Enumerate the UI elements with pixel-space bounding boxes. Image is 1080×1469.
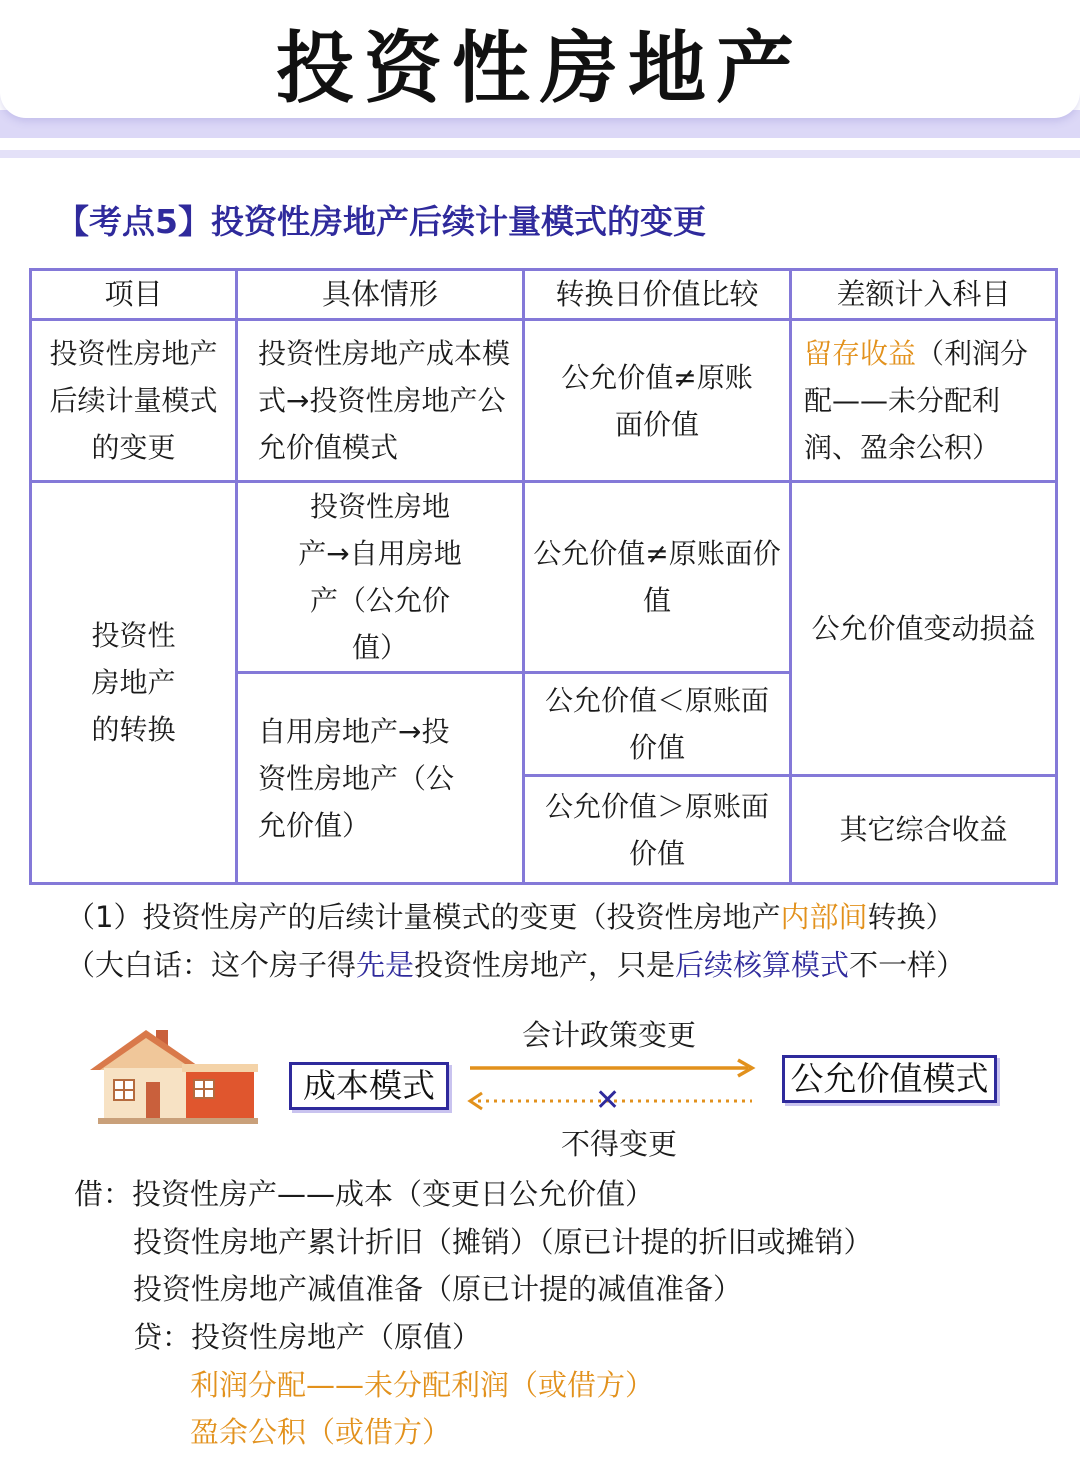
cell-situation-inv-to-self: 投资性房地产→自用房地产（公允价值） [237, 482, 524, 673]
cell-situation-self-to-inv: 自用房地产→投资性房地产（公允价值） [237, 673, 524, 884]
cell-account-mode-change [791, 320, 1057, 482]
table-header-row [31, 270, 1057, 320]
note-text: 转换） [867, 900, 955, 934]
cell-compare-mode-change: 公允价值≠原账面价值 [524, 320, 791, 482]
cell-compare-less: 公允价值＜原账面价值 [524, 673, 791, 776]
cost-model-box: 成本模式 [289, 1062, 449, 1110]
journal-line: 投资性房地产减值准备（原已计提的减值准备） [133, 1272, 743, 1306]
cell-account-fv-change: 公允价值变动损益 [791, 482, 1057, 776]
account-highlight: 留存收益 [804, 337, 917, 370]
page-title: 投资性房地产 [275, 24, 804, 114]
journal-line: 利润分配——未分配利润（或借方） [190, 1368, 655, 1402]
journal-line: 投资性房地产累计折旧（摊销）（原已计提的折旧或摊销） [133, 1225, 873, 1259]
note-highlight: 后续核算模式 [675, 948, 850, 982]
summary-table [29, 268, 1058, 885]
policy-change-label: 会计政策变更 [522, 1018, 697, 1052]
note-text: （1）投资性房产的后续计量模式的变更（投资性房地产 [66, 900, 781, 934]
header-cell-compare: 转换日价值比较 [524, 270, 791, 320]
cell-compare-inv-to-self: 公允价值≠原账面价值 [524, 482, 791, 673]
note-text: 投资性房地产，只是 [414, 948, 676, 982]
cell-situation-mode-change: 投资性房地产成本模式→投资性房地产公允价值模式 [237, 320, 524, 482]
house-icon [86, 1024, 262, 1126]
section-subtitle: 【考点5】投资性房地产后续计量模式的变更 [56, 202, 706, 241]
note-line-2 [66, 945, 965, 985]
note-highlight: 先是 [356, 948, 415, 982]
note-text: 不一样） [849, 948, 966, 982]
cell-item-conversion: 投资性房地产的转换 [31, 482, 237, 884]
note-highlight: 内部间 [780, 900, 868, 934]
header-cell-situation: 具体情形 [237, 270, 524, 320]
note-text: （大白话：这个房子得 [66, 948, 357, 982]
no-change-label: 不得变更 [561, 1127, 678, 1161]
note-line-1 [66, 897, 954, 937]
table-row [31, 482, 1057, 673]
cell-compare-greater: 公允价值＞原账面价值 [524, 776, 791, 884]
journal-debit: 借：投资性房产——成本（变更日公允价值） [74, 1177, 655, 1211]
journal-line: 盈余公积（或借方） [190, 1415, 452, 1449]
header-banner [0, 0, 1080, 160]
table-row [31, 320, 1057, 482]
cell-account-oci: 其它综合收益 [791, 776, 1057, 884]
header-cell-account: 差额计入科目 [791, 270, 1057, 320]
cross-icon: ✕ [595, 1083, 621, 1118]
cell-item-mode-change: 投资性房地产后续计量模式的变更 [31, 320, 237, 482]
journal-credit: 贷：投资性房地产（原值） [133, 1320, 482, 1354]
fair-value-model-box: 公允价值模式 [782, 1055, 997, 1103]
account-rest: （利润分配——未分配利润、盈余公积） [804, 337, 1029, 464]
header-cell-item: 项目 [31, 270, 237, 320]
header-band-lower [0, 150, 1080, 158]
